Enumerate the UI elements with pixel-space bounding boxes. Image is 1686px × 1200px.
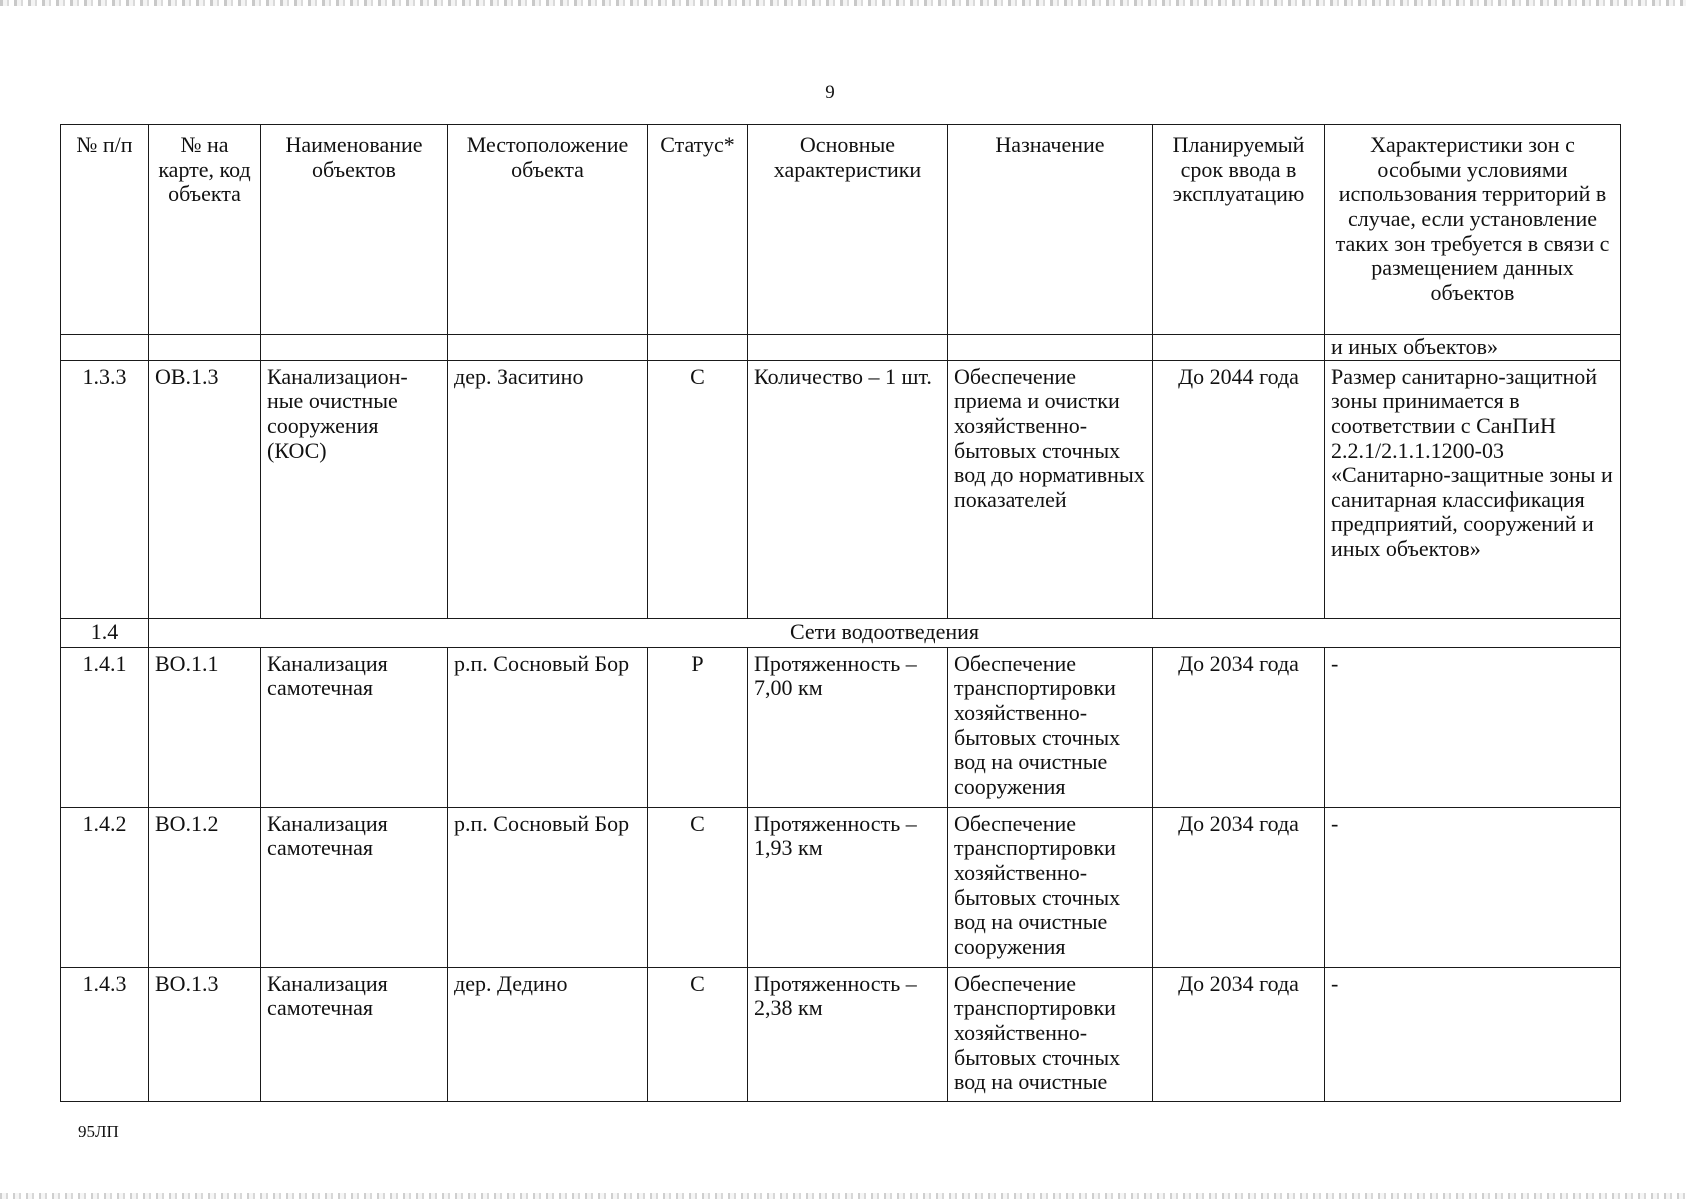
row-term: До 2034 года [1153, 807, 1325, 967]
section-title: Сети водоотведения [149, 618, 1621, 647]
table-cell [748, 335, 948, 361]
table-cell [149, 335, 261, 361]
row-location: дер. Заситино [448, 360, 648, 618]
row-characteristics: Количество – 1 шт. [748, 360, 948, 618]
row-purpose: Обеспечение транспортировки хозяйственно-бытовых сточных вод на очистные сооружения [948, 647, 1153, 807]
col-header-location: Местоположение объекта [448, 125, 648, 335]
row-status: С [648, 967, 748, 1101]
scan-top-edge [0, 0, 1686, 6]
row-term: До 2034 года [1153, 647, 1325, 807]
table-row [61, 647, 1621, 807]
section-number: 1.4 [61, 618, 149, 647]
table-row [61, 807, 1621, 967]
col-header-purpose: Назначение [948, 125, 1153, 335]
row-status: С [648, 360, 748, 618]
row-map-code: ОВ.1.3 [149, 360, 261, 618]
row-map-code: ВО.1.3 [149, 967, 261, 1101]
row-location: р.п. Сосновый Бор [448, 647, 648, 807]
col-header-characteristics: Основные характеристики [748, 125, 948, 335]
page-number: 9 [825, 82, 835, 103]
table-cell [1153, 335, 1325, 361]
table-cell [61, 335, 149, 361]
col-header-zones: Характеристики зон с особыми условиями использования территорий в случае, если установление таких зон требуется в связи с размещением данных объектов [1325, 125, 1621, 335]
row-location: дер. Дедино [448, 967, 648, 1101]
row-zones: - [1325, 807, 1621, 967]
col-header-number: № п/п [61, 125, 149, 335]
row-characteristics: Протяженность – 1,93 км [748, 807, 948, 967]
col-header-map-code: № на карте, код объекта [149, 125, 261, 335]
row-number: 1.4.3 [61, 967, 149, 1101]
row-map-code: ВО.1.2 [149, 807, 261, 967]
row-object-name: Канализацион-ные очистные сооружения (КОС) [261, 360, 448, 618]
row-map-code: ВО.1.1 [149, 647, 261, 807]
table-cell [448, 335, 648, 361]
row-purpose: Обеспечение приема и очистки хозяйственно-бытовых сточных вод до нормативных показателей [948, 360, 1153, 618]
row-purpose: Обеспечение транспортировки хозяйственно-бытовых сточных вод на очистные [948, 967, 1153, 1101]
row-purpose: Обеспечение транспортировки хозяйственно-бытовых сточных вод на очистные сооружения [948, 807, 1153, 967]
row-number: 1.3.3 [61, 360, 149, 618]
row-term: До 2034 года [1153, 967, 1325, 1101]
row-characteristics: Протяженность – 7,00 км [748, 647, 948, 807]
row-number: 1.4.1 [61, 647, 149, 807]
continuation-text: и иных объектов» [1325, 335, 1621, 361]
row-object-name: Канализация самотечная [261, 967, 448, 1101]
col-header-status: Статус* [648, 125, 748, 335]
row-object-name: Канализация самотечная [261, 647, 448, 807]
row-status: Р [648, 647, 748, 807]
row-number: 1.4.2 [61, 807, 149, 967]
objects-table [60, 124, 1621, 1102]
table-row [61, 967, 1621, 1101]
table-cell [261, 335, 448, 361]
footer-code: 95ЛП [78, 1122, 119, 1141]
table-row [61, 360, 1621, 618]
col-header-name: Наименование объектов [261, 125, 448, 335]
table-cell [648, 335, 748, 361]
row-status: С [648, 807, 748, 967]
row-object-name: Канализация самотечная [261, 807, 448, 967]
row-term: До 2044 года [1153, 360, 1325, 618]
scan-bottom-edge [0, 1193, 1686, 1199]
row-characteristics: Протяженность – 2,38 км [748, 967, 948, 1101]
row-zones: - [1325, 647, 1621, 807]
row-zones: Размер санитарно-защитной зоны принимается в соответствии с СанПиН 2.2.1/2.1.1.1200-03 «Санитарно-защитные зоны и санитарная классификация предприятий, сооружений и иных объектов» [1325, 360, 1621, 618]
row-zones: - [1325, 967, 1621, 1101]
table-cell [948, 335, 1153, 361]
table-header-row [61, 125, 1621, 335]
row-location: р.п. Сосновый Бор [448, 807, 648, 967]
section-row [61, 618, 1621, 647]
continuation-row [61, 335, 1621, 361]
col-header-term: Планируемый срок ввода в эксплуатацию [1153, 125, 1325, 335]
